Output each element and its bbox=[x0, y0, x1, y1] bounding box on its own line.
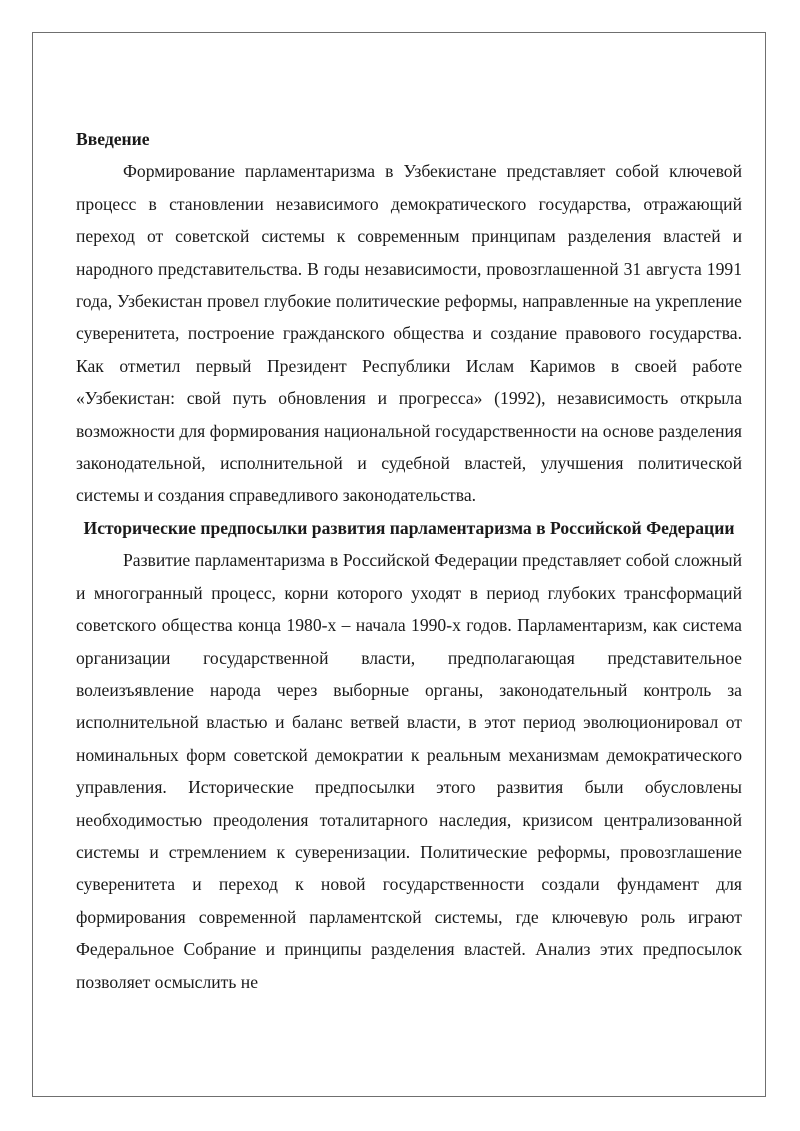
intro-paragraph: Формирование парламентаризма в Узбекистане представляет собой ключевой процесс в становлении независимого демократического государства, отражающий переход от советской системы к современным принципам разделения властей и народного представительства. В годы независимости, провозглашенной 31 августа 1991 года, Узбекистан провел глубокие политические реформы, направленные на укрепление суверенитета, построение гражданского общества и создание правового государства. Как отметил первый Президент Республики Ислам Каримов в своей работе «Узбекистан: свой путь обновления и прогресса» (1992), независимость открыла возможности для формирования национальной государственности на основе разделения законодательной, исполнительной и судебной властей, улучшения политической системы и создания справедливого законодательства. bbox=[76, 161, 742, 506]
section-heading: Исторические предпосылки развития парламентаризма в Российской Федерации bbox=[83, 517, 735, 538]
section-paragraph: Развитие парламентаризма в Российской Федерации представляет собой сложный и многогранный процесс, корни которого уходят в период глубоких трансформаций советского общества конца 1980-х – начала 1990-х годов. Парламентаризм, как система организации государственной власти, предполагающая представительное волеизъявление народа через выборные органы, законодательный контроль за исполнительной властью и баланс ветвей власти, в этот период эволюционировал от номинальных форм советской демократии к реальным механизмам демократического управления. Исторические предпосылки этого развития были обусловлены необходимостью преодоления тоталитарного наследия, кризисом централизованной системы и стремлением к суверенизации. Политические реформы, провозглашение суверенитета и переход к новой государственности создали фундамент для формирования современной парламентской системы, где ключевую роль играют Федеральное Собрание и принципы разделения властей. Анализ этих предпосылок позволяет осмыслить не bbox=[76, 550, 742, 992]
intro-heading: Введение bbox=[76, 129, 150, 149]
page-content bbox=[76, 123, 742, 998]
document-page bbox=[32, 32, 766, 1097]
